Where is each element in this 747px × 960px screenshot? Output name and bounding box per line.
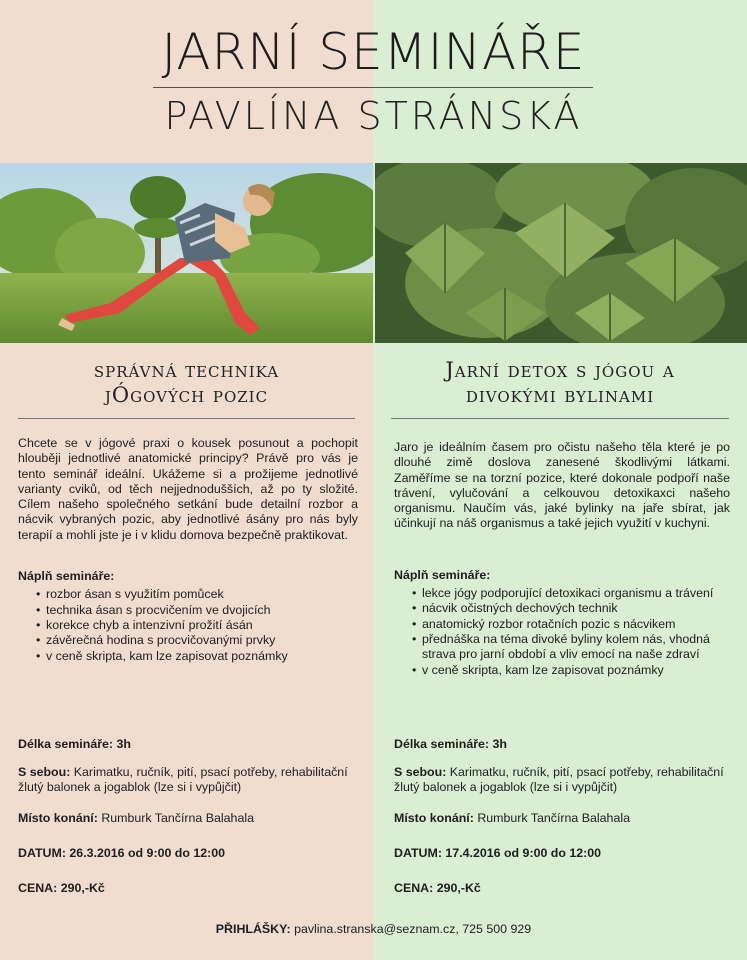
right-heading — [393, 358, 727, 408]
right-duration — [394, 737, 730, 752]
left-duration-label: Délka semináře: — [18, 737, 114, 751]
right-bring-value: Karimatku, ručník, pití, psací potřeby, rehabilitační žlutý balonek a jogablok (lze si i vypůjčit) — [394, 765, 724, 795]
left-place-value: Rumburk Tančírna Balahala — [101, 811, 254, 825]
list-item: • závěrečná hodina s procvičovanými prvky — [36, 633, 358, 648]
right-bring-label: S sebou: — [394, 765, 447, 779]
left-place-label: Místo konání: — [18, 811, 98, 825]
right-contents-title: Náplň semináře: — [394, 567, 491, 582]
right-duration-label: Délka semináře: — [394, 737, 490, 751]
left-place — [18, 811, 358, 826]
left-contents-list — [18, 587, 358, 663]
right-heading-line2: divokými bylinami — [465, 383, 655, 407]
title-divider — [153, 87, 593, 88]
left-bring-label: S sebou: — [18, 765, 71, 779]
nettle-photo — [375, 163, 747, 343]
right-bring — [394, 765, 730, 796]
list-item: • v ceně skripta, kam lze zapisovat poznámky — [36, 649, 358, 664]
list-item: • korekce chyb a intenzivní prožití ásán — [36, 618, 358, 633]
left-heading-divider — [18, 418, 355, 419]
left-duration — [18, 737, 358, 752]
list-item: • rozbor ásan s využitím pomůcek — [36, 587, 358, 602]
left-contents-title: Náplň semináře: — [18, 569, 115, 584]
left-heading-line2: jÓgových pozic — [104, 383, 269, 407]
footer-contact[interactable]: pavlina.stranska@seznam.cz, 725 500 929 — [294, 922, 532, 936]
right-date-value: 17.4.2016 od 9:00 do 12:00 — [445, 846, 602, 860]
left-intro: Chcete se v jógové praxi o kousek posunout a pochopit hlouběji jednotlivé anatomické principy? Právě pro vás je tento seminář ideální. Ukážeme si a prožijeme jednotlivé varianty cviků, od těch nejjednodušších, až po ty složité. Cílem našeho společného setkání bude detailní rozbor a nácvik vybraných pozic, aby jednotlivé ásány pro nás byly terapií a mohli jste je i v klidu domova bezpečně praktikovat. — [18, 436, 358, 542]
list-item: • v ceně skripta, kam lze zapisovat poznámky — [412, 663, 730, 678]
left-column — [18, 436, 358, 664]
list-item: • lekce jógy podporující detoxikaci organismu a trávení — [412, 586, 730, 601]
left-bring — [18, 765, 358, 796]
yoga-photo — [0, 163, 373, 343]
list-item: • nácvik očistných dechových technik — [412, 601, 730, 616]
page-title: JARNÍ SEMINÁŘE — [161, 23, 586, 81]
left-duration-value: 3h — [116, 737, 131, 751]
left-price-label: CENA: — [18, 881, 58, 895]
right-price-label: CENA: — [394, 881, 434, 895]
list-item: • technika ásan s procvičením ve dvojicích — [36, 603, 358, 618]
left-heading-line1: správná technika — [93, 358, 280, 382]
right-date — [394, 846, 730, 861]
right-place-label: Místo konání: — [394, 811, 474, 825]
right-price — [394, 881, 730, 896]
right-duration-value: 3h — [492, 737, 507, 751]
left-heading — [20, 358, 353, 408]
right-column — [394, 436, 730, 678]
list-item: • přednáška na téma divoké byliny kolem nás, vhodná strava pro jarní období a vliv emocí na naše zdraví — [412, 632, 730, 663]
left-price — [18, 881, 358, 896]
left-date-label: DATUM: — [18, 846, 66, 860]
right-intro: Jaro je ideálním časem pro očistu našeho těla které je po dlouhé zimě doslova zanesené škodlivými látkami. Zaměříme se na torzní pozice, které dokonale podpoří naše trávení, vylučování a celkouvou detoxikaxci našeho organismu. Naučím vás, jaké bylinky na jaře sbírat, jak účinkují na náš organismus a také jejich využití v kuchyni. — [394, 440, 730, 531]
left-bring-value: Karimatku, ručník, pití, psací potřeby, rehabilitační žlutý balonek a jogablok (lze si i vypůjčit) — [18, 765, 348, 795]
left-date — [18, 846, 358, 861]
right-heading-line1: Jarní detox s jógou a — [445, 358, 675, 382]
right-place-value: Rumburk Tančírna Balahala — [477, 811, 630, 825]
registration-footer — [0, 921, 747, 937]
list-item: • anatomický rozbor rotačních pozic s nácvikem — [412, 617, 730, 632]
left-price-value: 290,-Kč — [60, 881, 105, 895]
right-date-label: DATUM: — [394, 846, 442, 860]
right-heading-divider — [391, 418, 729, 419]
left-date-value: 26.3.2016 od 9:00 do 12:00 — [69, 846, 226, 860]
right-place — [394, 811, 730, 826]
footer-label: PŘIHLÁŠKY: — [215, 922, 291, 936]
right-price-value: 290,-Kč — [436, 881, 481, 895]
right-contents-list — [394, 586, 730, 678]
page-subtitle: PAVLÍNA STRÁNSKÁ — [164, 94, 583, 138]
